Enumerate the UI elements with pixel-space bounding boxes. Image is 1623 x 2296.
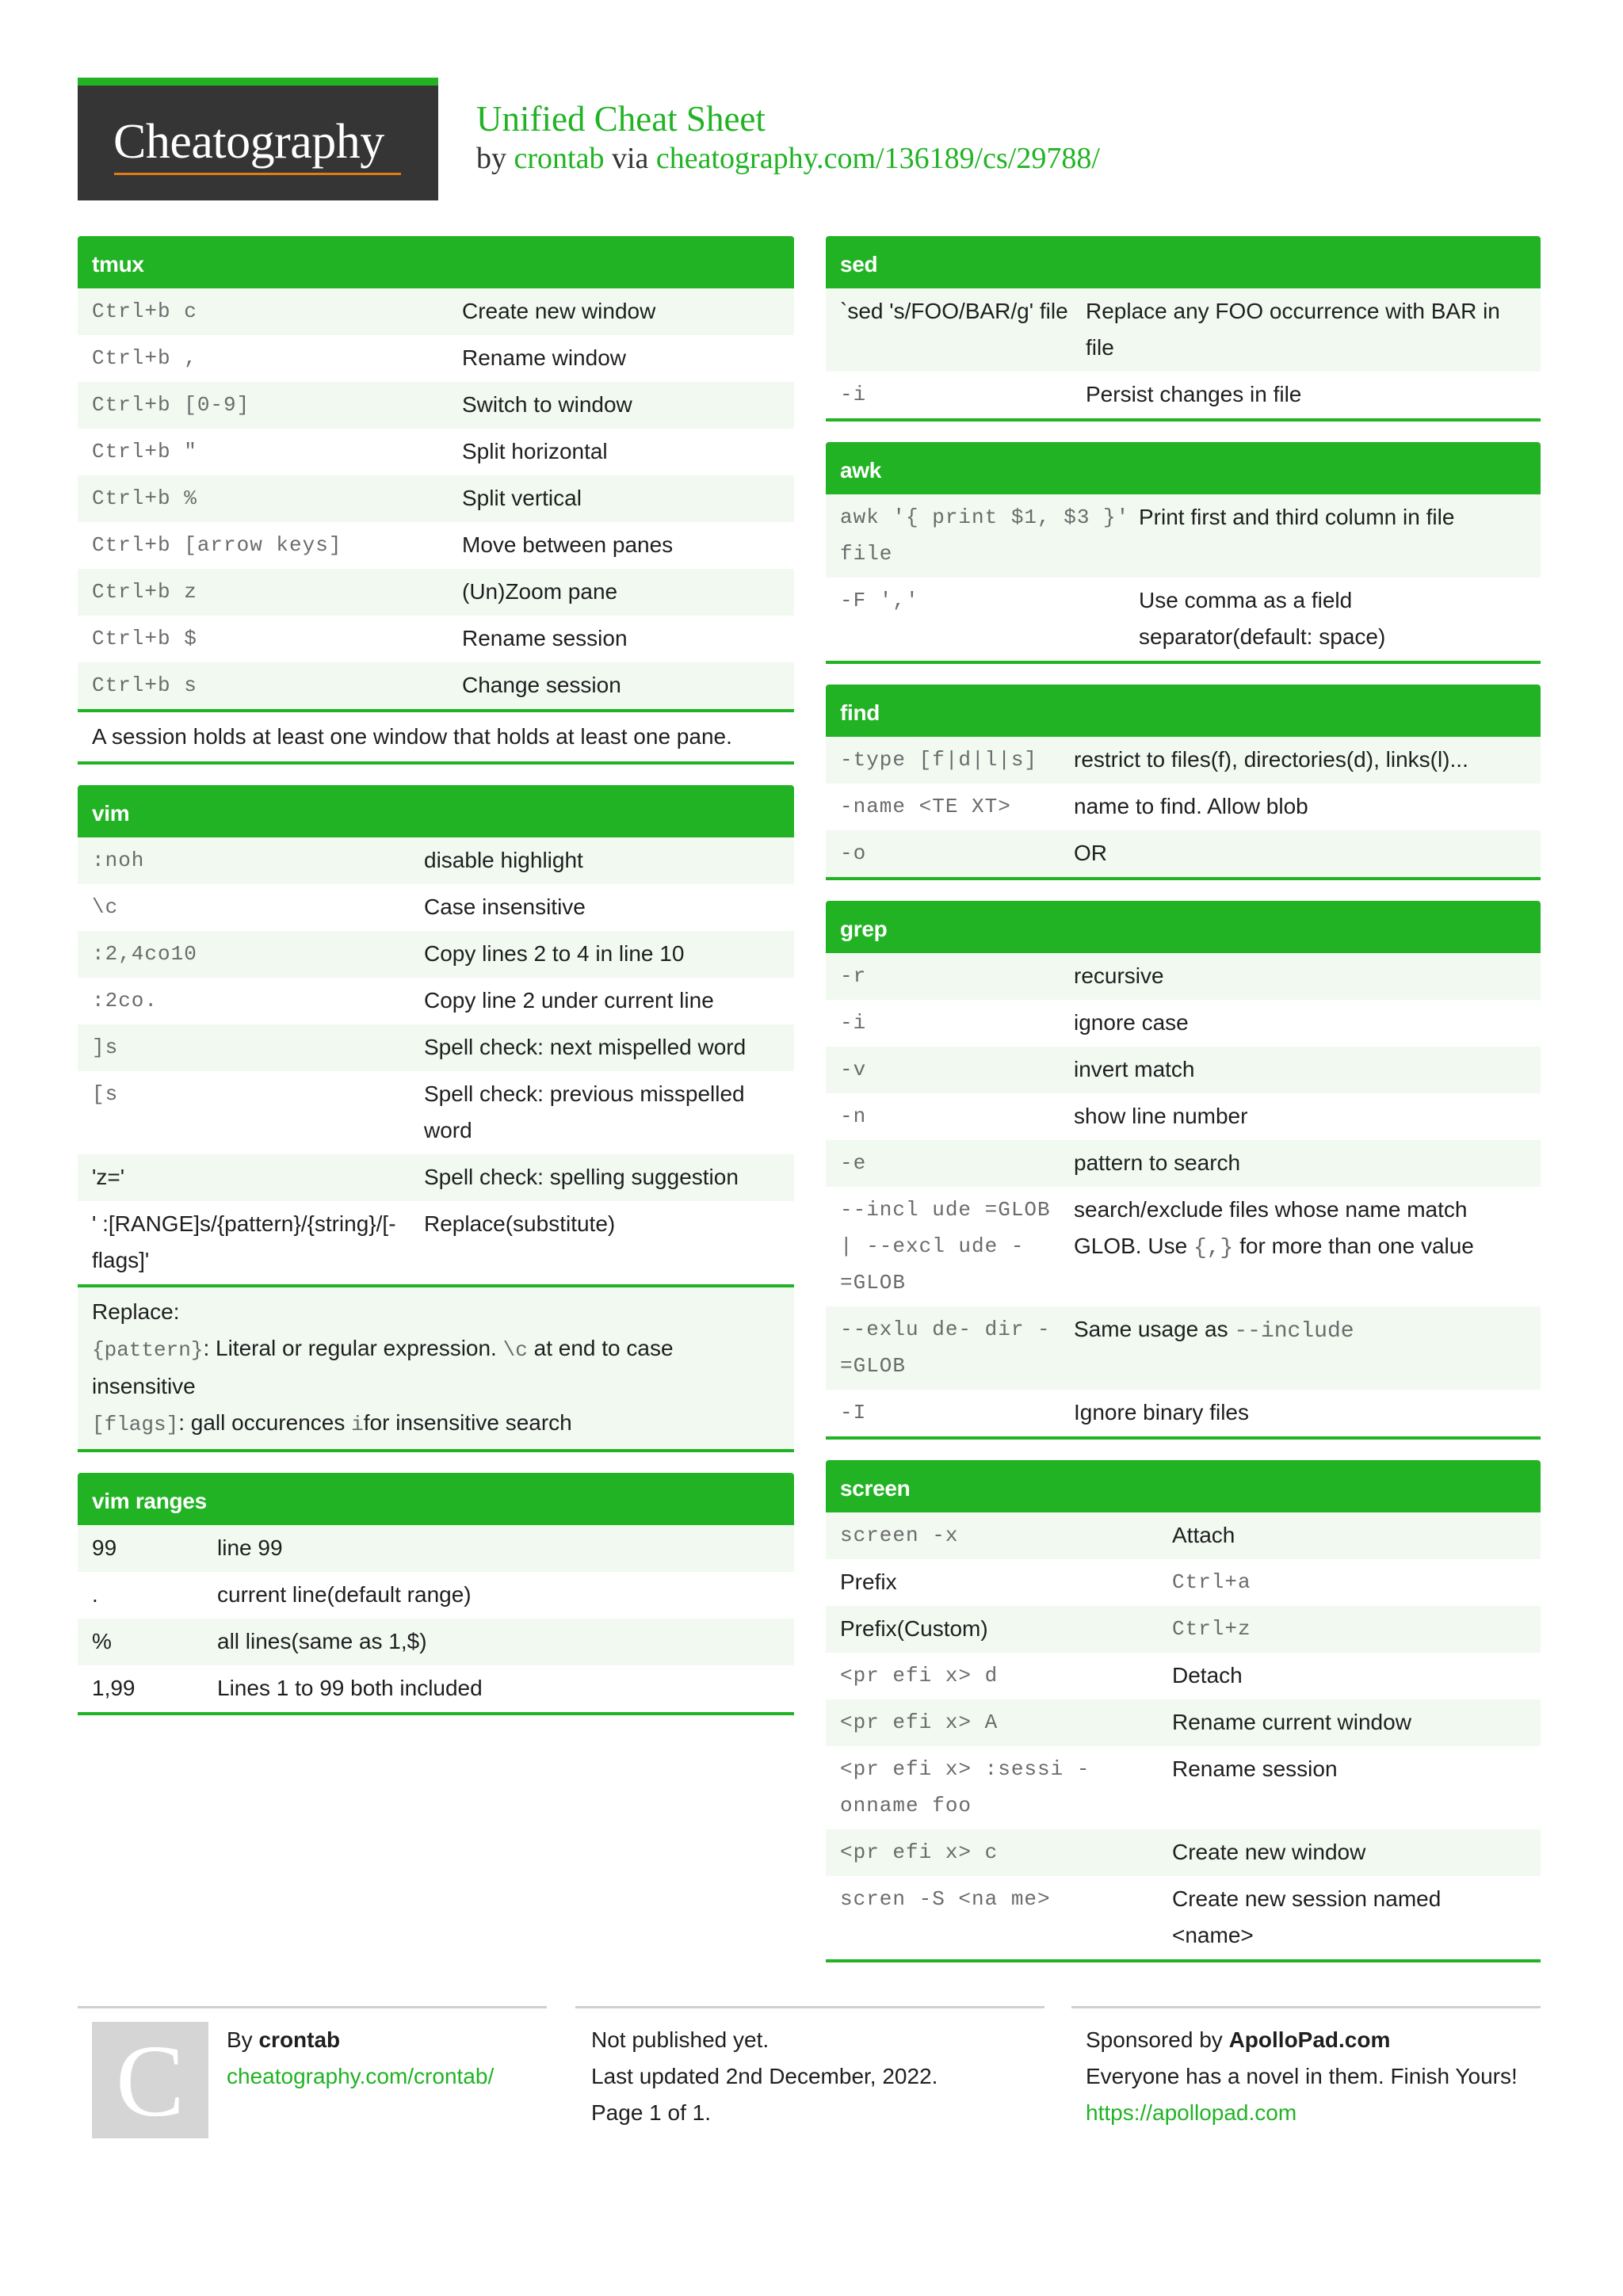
logo-underline — [114, 173, 401, 175]
table-row — [826, 1187, 1541, 1306]
table-row — [826, 1093, 1541, 1140]
shortcut-description: (Un)Zoom pane — [462, 579, 618, 604]
table-row — [826, 1876, 1541, 1959]
desc-text: search/exclude files whose name match GLOB. Use — [1074, 1197, 1468, 1258]
footer-author-link[interactable]: cheatography.com/crontab/ — [227, 2064, 495, 2088]
section-title: tmux — [78, 236, 794, 288]
command-description: Spell check: next mispelled word — [424, 1035, 747, 1059]
command-key: <pr efi x> c — [840, 1840, 999, 1864]
command-key: :2co. — [92, 989, 158, 1013]
command-key: 'z=' — [92, 1165, 125, 1189]
flags-sep: : — [178, 1410, 191, 1435]
note-heading: Replace: — [92, 1299, 180, 1324]
section-title: vim ranges — [78, 1473, 794, 1525]
pattern-code-c: \c — [502, 1338, 528, 1362]
footer-divider — [575, 2006, 1044, 2008]
command-description: Spell check: spelling suggestion — [424, 1165, 739, 1189]
section-note — [78, 1284, 794, 1449]
option-key: -o — [840, 841, 867, 865]
option-key: -name <TE XT> — [840, 795, 1011, 818]
table-row — [826, 372, 1541, 418]
command-description: Copy lines 2 to 4 in line 10 — [424, 941, 685, 966]
section-awk — [826, 442, 1541, 664]
option-description: recursive — [1074, 963, 1164, 988]
command-key: -i — [840, 383, 867, 406]
section-title: find — [826, 685, 1541, 737]
section-title: awk — [826, 442, 1541, 494]
table-row — [826, 1390, 1541, 1436]
command-description: Case insensitive — [424, 894, 586, 919]
command-description: Detach — [1172, 1663, 1243, 1688]
table-row — [826, 578, 1541, 661]
option-description: OR — [1074, 841, 1107, 865]
command-key: scren -S <na me> — [840, 1887, 1051, 1911]
desc-code: {,} — [1193, 1236, 1234, 1261]
shortcut-key: Ctrl+b $ — [92, 627, 197, 650]
table-row — [826, 1512, 1541, 1559]
publish-status: Not published yet. — [591, 2027, 769, 2052]
table-row — [826, 1653, 1541, 1699]
command-key: screen -x — [840, 1524, 959, 1547]
option-key: -n — [840, 1104, 867, 1128]
table-row — [826, 1606, 1541, 1653]
command-key: [s — [92, 1082, 119, 1106]
shortcut-key: Ctrl+b s — [92, 673, 197, 697]
shortcut-key: Ctrl+b [arrow keys] — [92, 533, 342, 557]
command-description: Print first and third column in file — [1139, 505, 1455, 529]
option-description: ignore case — [1074, 1010, 1189, 1035]
command-key: Prefix — [840, 1569, 897, 1594]
command-description: Rename session — [1172, 1756, 1338, 1781]
shortcut-description: Switch to window — [462, 392, 632, 417]
table-row — [78, 522, 794, 569]
range-key: % — [92, 1629, 112, 1653]
flags-text: all occurences — [203, 1410, 352, 1435]
table-row — [826, 737, 1541, 784]
command-key: ]s — [92, 1035, 119, 1059]
option-key: -i — [840, 1011, 867, 1035]
section-screen — [826, 1460, 1541, 1962]
table-row — [78, 382, 794, 429]
sheet-url-link[interactable]: cheatography.com/136189/cs/29788/ — [655, 142, 1100, 175]
section-title: vim — [78, 785, 794, 837]
range-key: 99 — [92, 1535, 117, 1560]
section-sed — [826, 236, 1541, 421]
pattern-text-end: at end to case insensitive — [92, 1336, 674, 1398]
shortcut-key: Ctrl+b " — [92, 440, 197, 463]
left-column — [78, 236, 794, 1736]
table-row — [78, 569, 794, 616]
table-row — [78, 662, 794, 709]
section-vim — [78, 785, 794, 1452]
author-link[interactable]: crontab — [514, 142, 605, 175]
range-description: all lines(same as 1,$) — [217, 1629, 427, 1653]
table-row — [826, 1047, 1541, 1093]
sponsor-text: Everyone has a novel in them. Finish Yours! — [1086, 2064, 1518, 2088]
table-row — [78, 931, 794, 978]
section-find — [826, 685, 1541, 880]
avatar-letter: C — [116, 2024, 185, 2138]
range-description: line 99 — [217, 1535, 283, 1560]
shortcut-description: Split horizontal — [462, 439, 608, 463]
table-row — [78, 1024, 794, 1071]
command-description: Copy line 2 under current line — [424, 988, 714, 1013]
sponsored-label: Sponsored by — [1086, 2027, 1223, 2052]
option-description: Ignore binary files — [1074, 1400, 1250, 1425]
command-description: Rename current window — [1172, 1710, 1411, 1734]
option-key: -I — [840, 1401, 867, 1425]
cheatography-logo[interactable] — [78, 78, 438, 200]
section-title: sed — [826, 236, 1541, 288]
footer-by: By — [227, 2027, 253, 2052]
table-row — [826, 830, 1541, 877]
table-row — [78, 978, 794, 1024]
shortcut-description: Rename window — [462, 345, 626, 370]
note-flags-line — [92, 1405, 780, 1443]
table-row — [826, 784, 1541, 830]
command-key: :2,4co10 — [92, 942, 197, 966]
command-key: Prefix(Custom) — [840, 1616, 988, 1641]
option-key: -e — [840, 1151, 867, 1175]
command-description: Replace any FOO occurrence with BAR in file — [1086, 299, 1500, 360]
option-key: -r — [840, 964, 867, 988]
command-description: Persist changes in file — [1086, 382, 1302, 406]
command-description: Ctrl+z — [1172, 1617, 1251, 1641]
option-key: --exlu de- dir - =GLOB — [840, 1318, 1051, 1378]
option-description — [1074, 1311, 1541, 1384]
option-description: invert match — [1074, 1057, 1195, 1081]
table-row — [826, 494, 1541, 578]
shortcut-key: Ctrl+b z — [92, 580, 197, 604]
last-updated: Last updated 2nd December, 2022. — [591, 2064, 938, 2088]
page-title: Unified Cheat Sheet — [476, 99, 766, 139]
sponsor-line — [1086, 2022, 1529, 2058]
section-tmux — [78, 236, 794, 765]
table-row — [826, 1746, 1541, 1829]
option-key: -type [f|d|l|s] — [840, 748, 1038, 772]
right-column — [826, 236, 1541, 1983]
command-key: `sed 's/FOO/BAR/g' file — [840, 299, 1068, 323]
table-row — [78, 475, 794, 522]
shortcut-key: Ctrl+b , — [92, 346, 197, 370]
table-row — [78, 884, 794, 931]
command-key: <pr efi x> :sessi - onname foo — [840, 1757, 1090, 1817]
flags-code: [flags] — [92, 1413, 179, 1436]
logo-text: Cheatography — [113, 115, 384, 169]
pattern-text: : Literal or regular expression. — [203, 1336, 503, 1360]
byline-via: via — [611, 142, 649, 175]
table-row — [826, 1306, 1541, 1390]
table-row — [826, 1829, 1541, 1876]
shortcut-key: Ctrl+b c — [92, 299, 197, 323]
table-row — [78, 1619, 794, 1665]
table-row — [78, 288, 794, 335]
desc-code: --include — [1234, 1319, 1354, 1344]
footer-sponsor — [1086, 2022, 1529, 2131]
author-avatar[interactable] — [92, 2022, 208, 2138]
option-key: --incl ude =GLOB | --excl ude - =GLOB — [840, 1198, 1051, 1295]
table-row — [78, 837, 794, 884]
table-row — [78, 1525, 794, 1572]
command-description: Create new window — [1172, 1840, 1366, 1864]
table-row — [826, 1140, 1541, 1187]
table-row — [826, 288, 1541, 372]
section-title: grep — [826, 901, 1541, 953]
command-key: <pr efi x> A — [840, 1711, 999, 1734]
flags-text-end: for insensitive search — [363, 1410, 572, 1435]
table-row — [826, 1699, 1541, 1746]
table-row — [78, 335, 794, 382]
range-description: Lines 1 to 99 both included — [217, 1676, 483, 1700]
table-row — [78, 1154, 794, 1201]
shortcut-description: Split vertical — [462, 486, 582, 510]
shortcut-description: Change session — [462, 673, 621, 697]
option-description: restrict to files(f), directories(d), links(l)... — [1074, 747, 1468, 772]
footer-author — [227, 2022, 494, 2095]
command-key: -F ',' — [840, 589, 919, 612]
sponsor-name: ApolloPad.com — [1228, 2027, 1391, 2052]
footer-divider — [1071, 2006, 1541, 2008]
command-description: Use comma as a field separator(default: space) — [1139, 588, 1386, 649]
command-description: disable highlight — [424, 848, 583, 872]
table-row — [826, 1000, 1541, 1047]
desc-text: Same usage as — [1074, 1317, 1235, 1341]
shortcut-description: Rename session — [462, 626, 628, 650]
table-row — [78, 1572, 794, 1619]
range-key: 1,99 — [92, 1676, 136, 1700]
shortcut-description: Create new window — [462, 299, 656, 323]
command-description: Attach — [1172, 1523, 1235, 1547]
range-description: current line(default range) — [217, 1582, 472, 1607]
flags-i: i — [351, 1413, 364, 1436]
table-row — [826, 953, 1541, 1000]
flags-g: g — [190, 1410, 204, 1435]
shortcut-key: Ctrl+b [0-9] — [92, 393, 250, 417]
table-row — [826, 1559, 1541, 1606]
table-row — [78, 429, 794, 475]
option-key: -v — [840, 1058, 867, 1081]
section-note: A session holds at least one window that holds at least one pane. — [78, 709, 794, 761]
command-key: \c — [92, 895, 119, 919]
footer-divider — [78, 2006, 547, 2008]
command-description: Create new session named <name> — [1172, 1886, 1442, 1947]
table-row — [78, 1201, 794, 1284]
footer-author-name: crontab — [258, 2027, 341, 2052]
byline-by: by — [476, 142, 506, 175]
shortcut-key: Ctrl+b % — [92, 486, 197, 510]
section-grep — [826, 901, 1541, 1440]
sponsor-link[interactable]: https://apollopad.com — [1086, 2100, 1297, 2125]
range-key: . — [92, 1582, 98, 1607]
table-row — [78, 1071, 794, 1154]
option-description: show line number — [1074, 1104, 1248, 1128]
shortcut-description: Move between panes — [462, 532, 674, 557]
command-description: Spell check: previous misspelled word — [424, 1081, 745, 1142]
byline — [476, 141, 1100, 176]
footer-author-line — [227, 2022, 494, 2058]
command-description: Ctrl+a — [1172, 1570, 1251, 1594]
section-vim-ranges — [78, 1473, 794, 1715]
command-description: Replace(substitute) — [424, 1211, 616, 1236]
section-title: screen — [826, 1460, 1541, 1512]
pattern-code: {pattern} — [92, 1338, 204, 1362]
page-info: Page 1 of 1. — [591, 2100, 712, 2125]
note-pattern-line — [92, 1330, 780, 1405]
option-description: pattern to search — [1074, 1150, 1241, 1175]
command-key: awk '{ print $1, $3 }' file — [840, 505, 1130, 566]
table-row — [78, 1665, 794, 1712]
command-key: :noh — [92, 849, 145, 872]
footer-status — [591, 2022, 938, 2131]
option-description — [1074, 1192, 1541, 1301]
desc-text-end: for more than one value — [1233, 1234, 1474, 1258]
option-description: name to find. Allow blob — [1074, 794, 1308, 818]
table-row — [78, 616, 794, 662]
command-key: ' :[RANGE]s/{pattern}/{string}/[-flags]' — [92, 1211, 396, 1272]
command-key: <pr efi x> d — [840, 1664, 999, 1688]
